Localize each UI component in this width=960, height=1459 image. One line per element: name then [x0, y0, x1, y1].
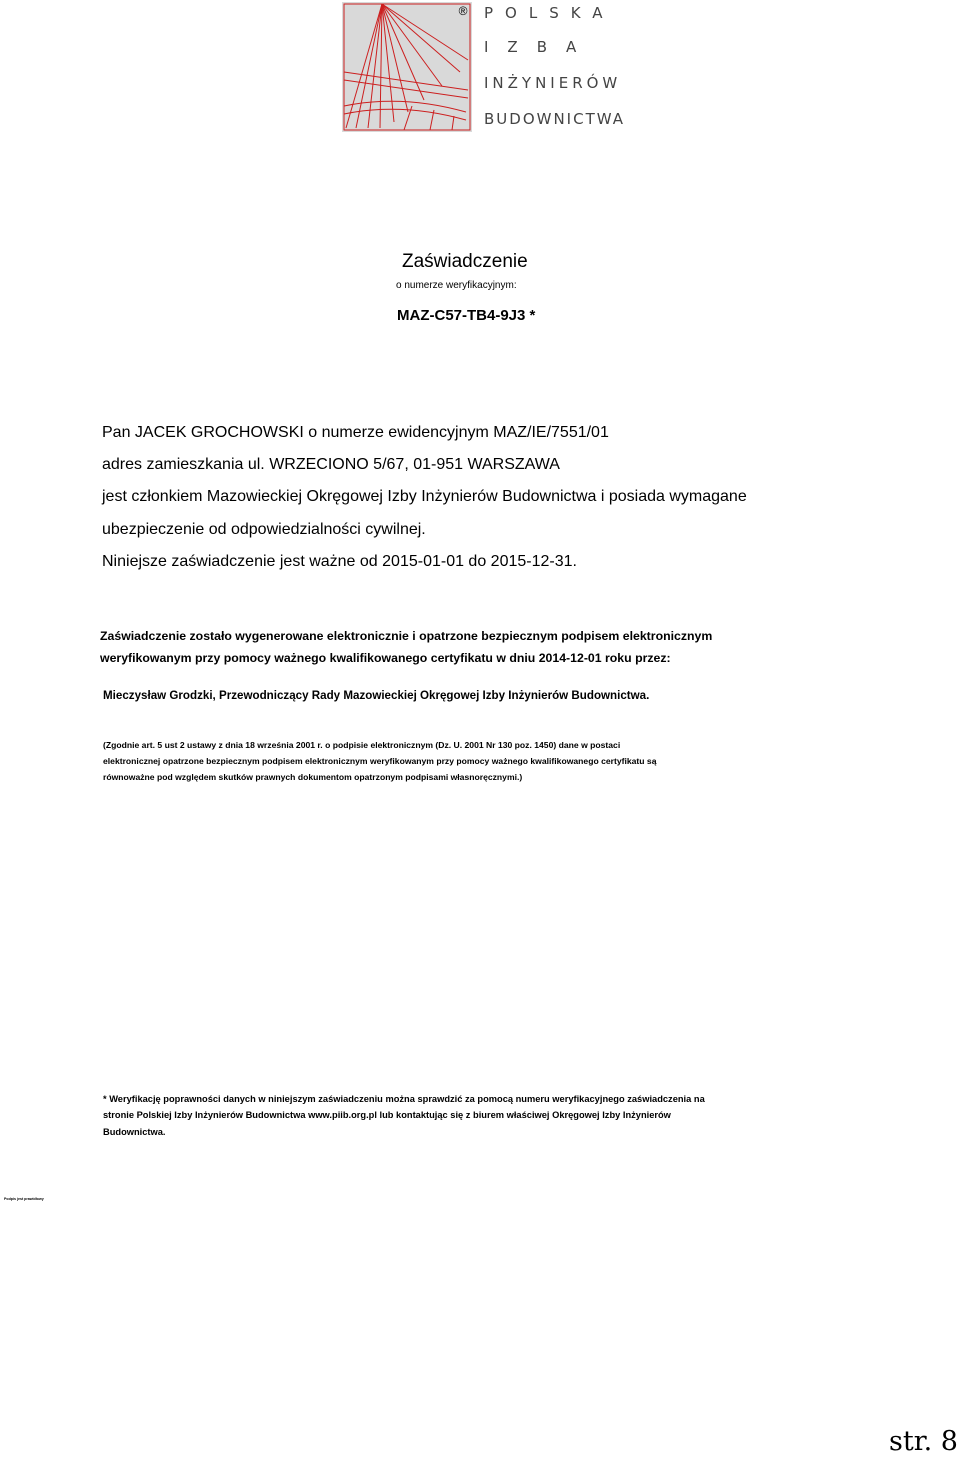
logo-line-4: BUDOWNICTWA — [484, 110, 626, 128]
logo-line-1: POLSKA — [484, 4, 615, 22]
member-name-line: Pan JACEK GROCHOWSKI o numerze ewidencyjnym MAZ/IE/7551/01 — [102, 424, 609, 441]
signer-name: Mieczysław Grodzki, Przewodniczący Rady Mazowieckiej Okręgowej Izby Inżynierów Budownictwa. — [103, 689, 650, 702]
document-subtitle: o numerze weryfikacyjnym: — [396, 280, 517, 291]
signature-info-line: Zaświadczenie zostało wygenerowane elektronicznie i opatrzone bezpiecznym podpisem elektronicznym — [100, 629, 713, 643]
footnote-line: * Weryfikację poprawności danych w niniejszym zaświadczeniu można sprawdzić za pomocą numeru weryfikacyjnego zaświadczenia na — [103, 1094, 705, 1104]
logo-line-3: INŻYNIERÓW — [484, 74, 622, 92]
signature-info-line: weryfikowanym przy pomocy ważnego kwalifikowanego certyfikatu w dniu 2014-12-01 roku przez: — [100, 651, 671, 665]
insurance-line: ubezpieczenie od odpowiedzialności cywilnej. — [102, 521, 426, 538]
legal-basis-line: (Zgodnie art. 5 ust 2 ustawy z dnia 18 września 2001 r. o podpisie elektronicznym (Dz. U. 2001 Nr 130 poz. 1450) dane w postaci — [103, 740, 621, 750]
logo-mark-icon — [342, 2, 472, 132]
document-title: Zaświadczenie — [402, 251, 528, 272]
piib-logo — [342, 2, 626, 132]
registered-mark: ® — [458, 4, 468, 18]
footnote-line: Budownictwa. — [103, 1127, 166, 1137]
validity-line: Niniejsze zaświadczenie jest ważne od 2015-01-01 do 2015-12-31. — [102, 553, 577, 570]
logo-wordmark — [484, 2, 626, 132]
legal-basis-line: elektronicznej opatrzone bezpiecznym podpisem elektronicznym weryfikowanym przy pomocy ważnego kwalifikowanego certyfikatu są — [103, 756, 657, 766]
page-number: str. 8 — [889, 1426, 958, 1457]
membership-line: jest członkiem Mazowieckiej Okręgowej Izby Inżynierów Budownictwa i posiada wymagane — [102, 488, 747, 505]
verification-number: MAZ-C57-TB4-9J3 * — [397, 307, 536, 324]
footnote-line: stronie Polskiej Izby Inżynierów Budownictwa www.piib.org.pl lub kontaktując się z biurem właściwej Okręgowej Izby Inżynierów — [103, 1110, 671, 1120]
signature-valid-note: Podpis jest prawidłowy — [4, 1197, 44, 1201]
address-line: adres zamieszkania ul. WRZECIONO 5/67, 01-951 WARSZAWA — [102, 456, 560, 473]
legal-basis-line: równoważne pod względem skutków prawnych dokumentom opatrzonym podpisami własnoręcznymi.) — [103, 772, 523, 782]
logo-line-2: IZBA — [484, 38, 596, 56]
